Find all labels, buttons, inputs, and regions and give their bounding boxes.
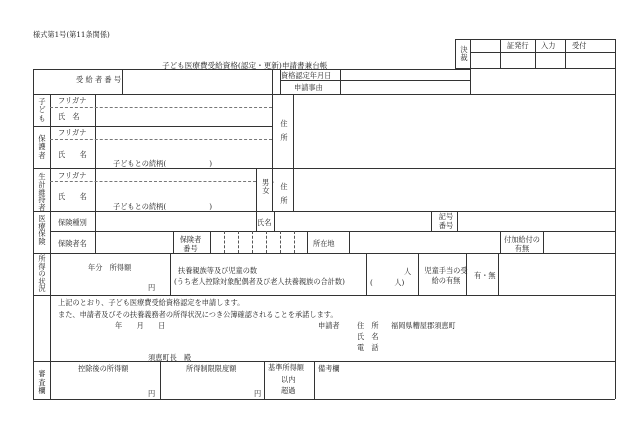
approval-col-issue: 証発行: [507, 41, 529, 50]
symbol-number-field[interactable]: [458, 212, 614, 231]
applicant-address-value: 福岡県糟屋郡須恵町: [391, 321, 456, 330]
exceed-label: 超過: [281, 386, 296, 395]
child-name-label: 氏 名: [58, 112, 80, 121]
addressee: 須恵町長 殿: [148, 353, 192, 362]
livelihood-address-field[interactable]: [294, 169, 614, 211]
grid-line: [418, 253, 419, 295]
grid-line: [95, 94, 96, 211]
livelihood-address-label: 住所: [280, 182, 288, 205]
insurance-type-label: 保険種別: [58, 218, 87, 227]
insurance-type-field[interactable]: [96, 212, 255, 231]
grid-line: [50, 181, 256, 182]
declaration-date: 年 月 日: [115, 321, 166, 330]
location-field[interactable]: [350, 232, 500, 253]
child-allowance-label: 児童手当の受給の有無: [424, 266, 468, 286]
grid-line: [500, 231, 501, 253]
livelihood-furigana-label: フリガナ: [58, 171, 87, 180]
application-reason-field[interactable]: [341, 81, 469, 93]
grid-line: [455, 68, 615, 69]
child-section-label: 子ども: [38, 97, 46, 123]
grid-line: [455, 39, 456, 68]
grid-line: [307, 231, 308, 253]
grid-line: [95, 211, 96, 253]
insurer-number-label: 保険者番号: [179, 235, 202, 253]
grid-line: [565, 39, 566, 68]
grid-line: [466, 253, 467, 295]
declaration-line2: また、申請者及びその扶養義務者の所得状況につき公簿確認されることを承諾します。: [58, 310, 338, 319]
livelihood-name-label: 氏 名: [58, 192, 87, 201]
grid-line: [33, 253, 615, 254]
grid-line: [33, 211, 615, 212]
child-name-field[interactable]: [96, 108, 271, 126]
insurance-holder-field[interactable]: [96, 232, 173, 253]
remarks-field[interactable]: [316, 372, 614, 398]
grid-line: [470, 39, 471, 68]
guardian-name-field[interactable]: [96, 140, 271, 168]
grid-line: [615, 68, 616, 399]
grid-line: [366, 253, 367, 295]
grid-line: [498, 253, 499, 295]
dependents-line2: (うち老人控除対象配偶者及び老人扶養親族の合計数): [174, 277, 345, 286]
qualification-date-label: 資格認定年月日: [281, 71, 332, 80]
applicant-name-label: 氏 名: [357, 332, 379, 341]
recipient-number-label: 受 給 者 番 号: [76, 75, 122, 84]
person-unit-paren: ( 人): [370, 278, 405, 287]
income-section-label: 所得の状況: [38, 254, 46, 294]
grid-line: [457, 211, 458, 231]
review-section-label: 審査欄: [38, 369, 46, 396]
grid-line: [470, 52, 615, 53]
grid-line: [293, 94, 294, 211]
applicant-label: 申請者: [318, 321, 340, 330]
grid-line: [33, 361, 615, 362]
person-unit: 人: [404, 267, 412, 276]
dependents-line1: 扶養親族等及び児童の数: [178, 266, 258, 275]
livelihood-relation-label: 子どもとの続柄( ): [113, 202, 213, 211]
insurance-section-label: 医療保険: [38, 214, 46, 246]
grid-line: [33, 399, 615, 400]
grid-line: [210, 231, 211, 253]
grid-line: [173, 231, 174, 253]
applicant-phone-label: 電 話: [357, 343, 379, 352]
standard-income-label: 基準所得額: [268, 363, 304, 372]
grid-line: [535, 39, 536, 68]
child-furigana-label: フリガナ: [58, 96, 87, 105]
yes-no-label: 有・無: [474, 271, 496, 280]
grid-line: [160, 361, 161, 399]
benefit-field[interactable]: [544, 232, 614, 253]
insurance-holder-label: 保険者名: [58, 239, 87, 248]
grid-line: [50, 139, 272, 140]
child-furigana-field[interactable]: [96, 95, 271, 107]
approval-col-input: 入力: [541, 41, 556, 50]
grid-line: [274, 211, 275, 231]
grid-line: [543, 231, 544, 253]
income-limit-label: 所得制限限度額: [186, 364, 237, 373]
grid-line: [280, 231, 281, 253]
grid-line: [294, 231, 295, 253]
grid-line: [33, 168, 615, 169]
grid-line: [33, 126, 272, 127]
grid-line: [615, 39, 616, 68]
grid-line: [264, 361, 265, 399]
symbol-number-label: 記号番号: [438, 212, 454, 230]
review-yen-unit-1: 円: [148, 389, 156, 398]
recipient-number-field[interactable]: [122, 70, 272, 94]
guardian-name-label: 氏 名: [58, 150, 87, 159]
guardian-section-label: 保護者: [38, 134, 46, 160]
review-yen-unit-2: 円: [254, 389, 262, 398]
income-year-label: 年分 所得額: [88, 263, 132, 272]
grid-line: [33, 295, 615, 296]
grid-line: [252, 231, 253, 253]
grid-line: [280, 80, 470, 81]
guardian-furigana-label: フリガナ: [58, 128, 87, 137]
insurance-name-field[interactable]: [274, 212, 430, 231]
livelihood-section-label: 生計維持者: [38, 172, 46, 213]
grid-line: [314, 361, 315, 399]
grid-line: [340, 69, 341, 94]
grid-line: [256, 168, 257, 211]
address-field[interactable]: [294, 95, 614, 168]
grid-line: [122, 69, 123, 94]
grid-line: [33, 69, 34, 399]
grid-line: [431, 211, 432, 231]
grid-line: [272, 94, 273, 211]
location-label: 所在地: [313, 239, 335, 248]
grid-line: [266, 231, 267, 253]
grid-line: [256, 211, 257, 231]
livelihood-name-field[interactable]: [96, 182, 255, 210]
post-deduction-field[interactable]: [58, 362, 160, 398]
applicant-address-label: 住 所: [357, 321, 379, 330]
post-deduction-label: 控除後の所得額: [78, 364, 129, 373]
approval-col-receipt: 受付: [572, 41, 587, 50]
declaration-line1: 上記のとおり、子ども医療費受給資格認定を申請します。: [58, 298, 245, 307]
within-label: 以内: [281, 375, 296, 384]
child-allowance-yes-no[interactable]: [466, 256, 498, 294]
grid-line: [170, 253, 171, 295]
address-label: 住所: [280, 119, 288, 142]
grid-line: [33, 69, 470, 70]
grid-line: [280, 69, 281, 94]
remarks-label: 備考欄: [318, 364, 340, 373]
guardian-furigana-field[interactable]: [96, 127, 271, 139]
grid-line: [50, 231, 615, 232]
grid-line: [500, 39, 501, 68]
grid-line: [33, 94, 615, 95]
grid-line: [238, 231, 239, 253]
kessai-label: 決裁: [460, 45, 468, 63]
form-number: 様式第1号(第11条関係): [33, 30, 110, 39]
gender-label: 男・女: [262, 178, 277, 196]
livelihood-furigana-field[interactable]: [96, 169, 255, 181]
application-reason-label: 申請事由: [294, 83, 323, 92]
insurance-name-label: 氏名: [257, 218, 272, 227]
benefit-label: 付加給付の有無: [504, 235, 540, 253]
insurer-number-field[interactable]: [211, 232, 306, 253]
guardian-relation-label: 子どもとの続柄( ): [113, 159, 213, 168]
grid-line: [470, 69, 471, 94]
grid-line: [272, 69, 273, 94]
income-limit-field[interactable]: [162, 362, 264, 398]
income-yen-unit: 円: [148, 283, 156, 292]
grid-line: [224, 231, 225, 253]
form-title: 子ども医療費受給資格(認定・更新)申請書兼台帳: [162, 61, 328, 70]
grid-line: [50, 107, 272, 108]
qualification-date-field[interactable]: [341, 69, 469, 80]
grid-line: [349, 231, 350, 253]
